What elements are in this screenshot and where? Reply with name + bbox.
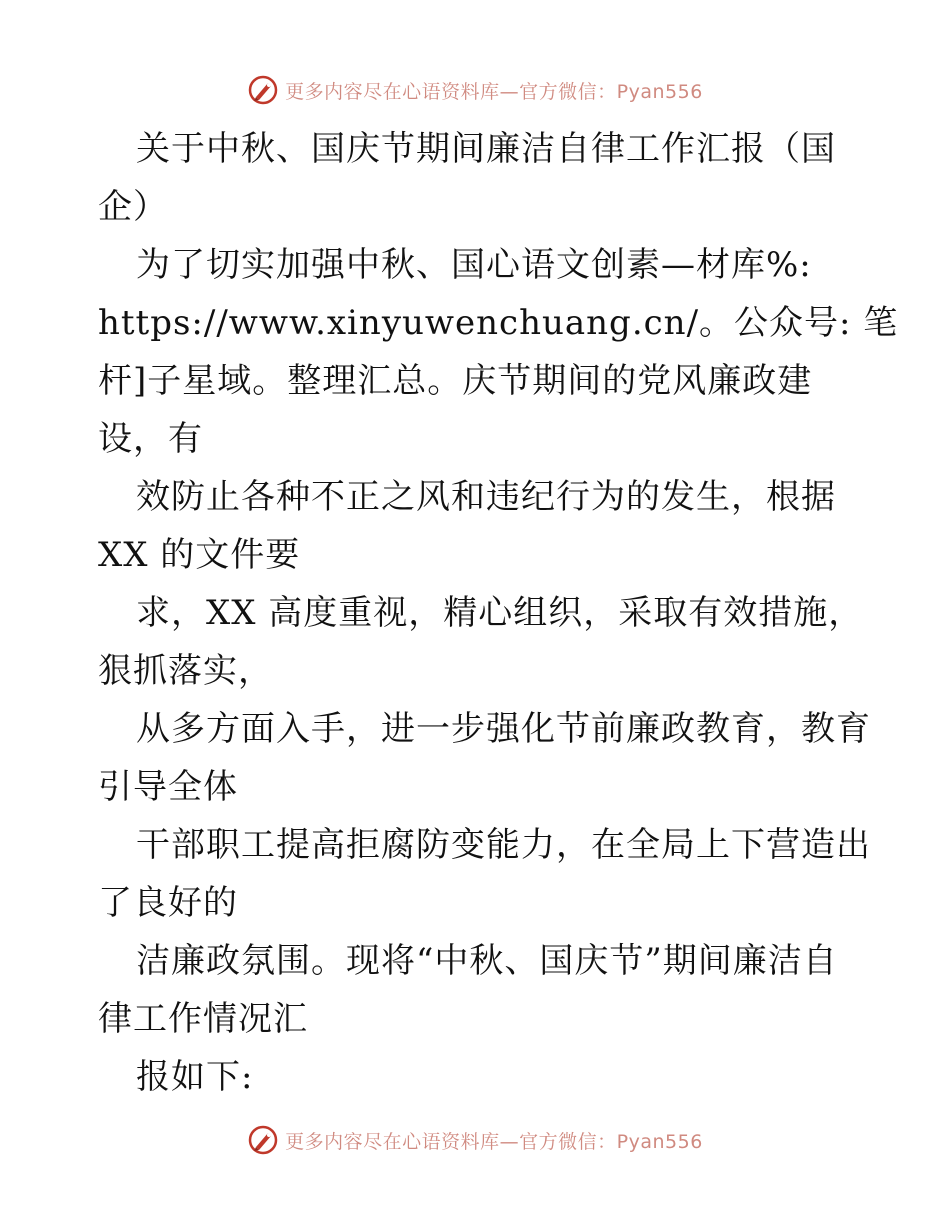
pen-seal-icon — [247, 1124, 279, 1156]
paragraph-line: 为了切实加强中秋、国心语文创素—材库%: — [136, 245, 812, 285]
paragraph-line: https://www.xinyuwenchuang.cn/。公众号: 笔 — [98, 303, 899, 343]
paragraph-line: 狠抓落实， — [98, 651, 273, 691]
paragraph-line: 报如下: — [136, 1057, 254, 1097]
doc-title-line: 企） — [98, 187, 168, 227]
paragraph-line: 设，有 — [98, 419, 203, 459]
paragraph-line: 求，XX 高度重视，精心组织，采取有效措施， — [136, 593, 864, 633]
watermark-text: 更多内容尽在心语资料库—官方微信：Pyan556 — [285, 80, 703, 103]
paragraph-line: XX 的文件要 — [98, 535, 301, 575]
pen-seal-icon — [247, 74, 279, 106]
watermark-text: 更多内容尽在心语资料库—官方微信：Pyan556 — [285, 1130, 703, 1153]
document-body — [98, 120, 899, 1106]
header-watermark — [0, 70, 950, 110]
doc-title-line: 关于中秋、国庆节期间廉洁自律工作汇报（国 — [136, 129, 836, 169]
paragraph-line: 杆]子星域。整理汇总。庆节期间的党风廉政建 — [98, 361, 813, 401]
paragraph-line: 干部职工提高拒腐防变能力，在全局上下营造出 — [136, 825, 871, 865]
paragraph-line: 洁廉政氛围。现将“中秋、国庆节”期间廉洁自 — [136, 941, 838, 981]
paragraph-line: 了良好的 — [98, 883, 238, 923]
footer-watermark — [0, 1120, 950, 1160]
paragraph-line: 律工作情况汇 — [98, 999, 308, 1039]
paragraph-line: 引导全体 — [98, 767, 238, 807]
paragraph-line: 效防止各种不正之风和违纪行为的发生，根据 — [136, 477, 836, 517]
paragraph-line: 从多方面入手，进一步强化节前廉政教育，教育 — [136, 709, 871, 749]
